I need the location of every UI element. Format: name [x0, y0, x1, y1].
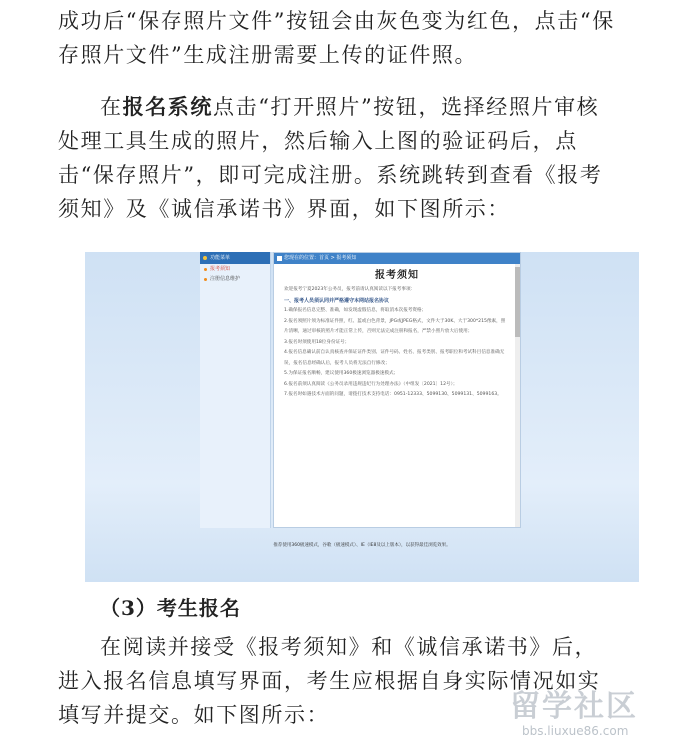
notice-title: 报考须知 — [375, 270, 419, 281]
notice-line: 3.报名时须使用18位身份证号； — [284, 339, 350, 345]
nav-item-registration[interactable] — [200, 274, 270, 284]
notice-line: 6.报名前须认真阅读《公务员录用违规违纪行为处理办法》（中组发〔2021〕12号）； — [284, 381, 458, 387]
notice-line: 7.报名时如遇技术方面的问题，请拨打技术支持电话：0951-12333、5099130、5099131、5099163。 — [284, 392, 502, 397]
scrollbar[interactable] — [515, 264, 520, 527]
nav-item-label: 报考须知 — [210, 266, 231, 272]
notice-line: 4.报名信息确认前自认真核查并保证证件类别、证件号码、姓名、报考类别、报考职位和考试科目信息准确无误，报名信息经确认后，报考人员将无法自行修改； — [284, 350, 505, 366]
nav-sidebar — [200, 252, 271, 528]
screenshot-footer: 推荐使用360极速模式，谷歌（极速模式）、IE（IE8及以上版本），以获得最佳浏览效果。 — [273, 543, 451, 548]
notice-line: 欢迎报考宁夏2023年公务员，报考前请认真阅读以下报考事项： — [284, 287, 416, 292]
para2-bold: 报名系统 — [122, 94, 214, 119]
para2-pre: 在 — [100, 95, 123, 119]
nav-item-notice[interactable] — [200, 264, 270, 274]
nav-item-label: 注册信息维护 — [210, 276, 241, 282]
menu-icon — [203, 256, 207, 260]
notice-section-title: 一、报考人员须认同并严格遵守本网站报名协议 — [284, 297, 390, 304]
section-heading: （3）考生报名 — [100, 596, 241, 620]
bullet-icon — [204, 268, 207, 271]
notice-panel — [273, 252, 521, 528]
para2-post: 点击“打开照片”按钮，选择经照片审核处理工具生成的照片，然后输入上图的验证码后，点击“保存照片”，即可完成注册。系统跳转到查看《报考须知》及《诚信承诺书》界面，如下图所示： — [58, 95, 603, 221]
watermark-logo: 留学社区 — [510, 689, 638, 724]
scroll-thumb[interactable] — [515, 267, 520, 337]
home-icon — [277, 256, 282, 261]
bullet-icon — [204, 278, 207, 281]
notice-line: 2.报名须照片须为标准证件照，红、蓝或白色背景，JPG或JPEG格式，文件大于30K、大于300*215像素，照片清晰，通过审核的照片才能正常上传，否则无法完成注册和报名，严禁小照片放大后使用； — [284, 318, 506, 334]
watermark — [510, 690, 670, 748]
nav-header-label: 功能菜单 — [210, 255, 231, 261]
embedded-screenshot — [85, 252, 639, 582]
breadcrumb-text: 您现在的位置：首页 > 报考须知 — [284, 255, 357, 261]
para3-text: 在阅读并接受《报考须知》和《诚信承诺书》后，进入报名信息填写界面，考生应根据自身实际情况如实填写并提交。如下图所示： — [58, 635, 601, 727]
paragraph-1 — [58, 4, 618, 72]
paragraph-2 — [58, 90, 618, 226]
breadcrumb — [274, 253, 520, 264]
notice-body — [274, 281, 520, 401]
watermark-url: bbs.liuxue86.com — [522, 724, 629, 738]
notice-line: 1.确保报名信息完整、准确，如发现虚假信息，将取消本次报考资格； — [284, 308, 427, 313]
nav-header — [200, 252, 270, 264]
para1-text: 成功后“保存照片文件”按钮会由灰色变为红色，点击“保存照片文件”生成注册需要上传的证件照。 — [58, 9, 615, 67]
notice-line: 5.为保证报名顺畅，建议使用360极速浏览器极速模式； — [284, 371, 399, 376]
